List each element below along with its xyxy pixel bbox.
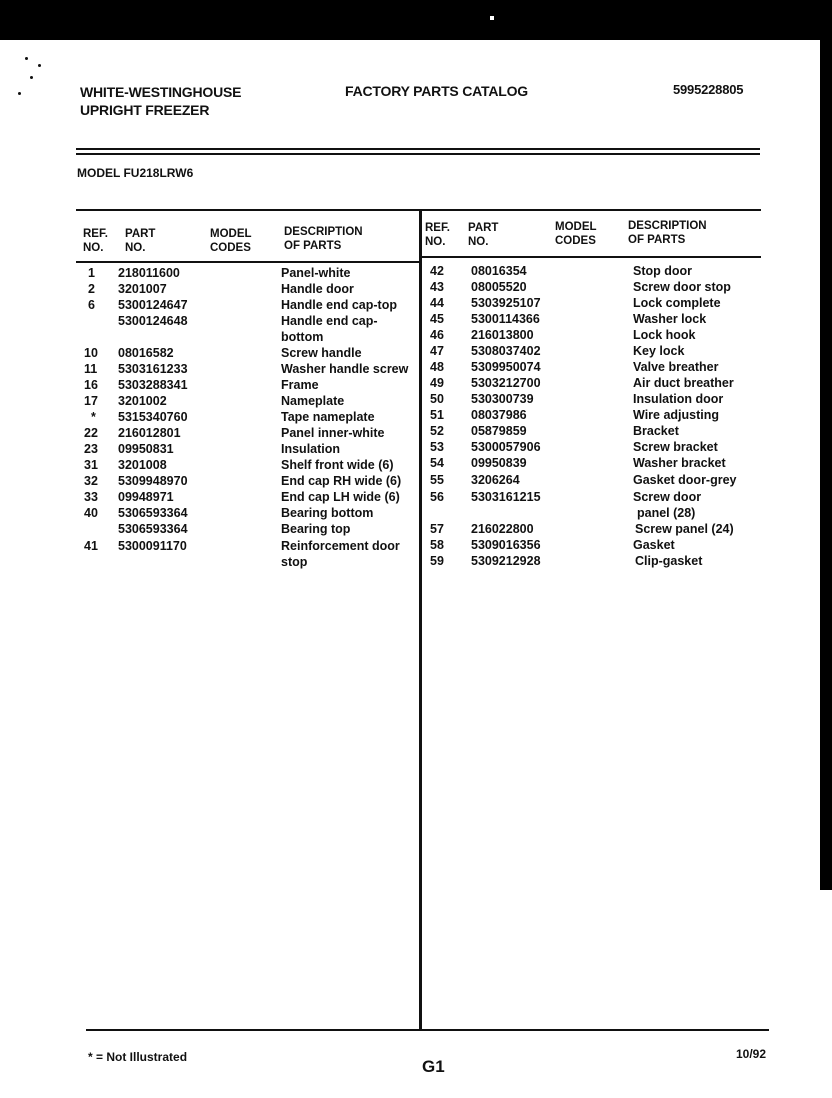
ref-number: 56 — [430, 490, 444, 504]
part-number: 530300739 — [471, 392, 534, 406]
part-description: Insulation — [281, 442, 341, 456]
part-number: 5309016356 — [471, 538, 541, 552]
part-description: Clip-gasket — [635, 554, 703, 568]
scan-mark — [490, 16, 494, 20]
part-number: 09950831 — [118, 442, 174, 456]
page-number: G1 — [422, 1057, 445, 1076]
part-description: Screw door — [633, 490, 702, 504]
part-description: Insulation door — [633, 392, 724, 406]
part-number: 216022800 — [471, 522, 534, 536]
header-rule-bottom — [76, 153, 760, 155]
ref-number: 43 — [430, 280, 444, 294]
right-header-rule — [422, 256, 761, 258]
right-col-model-header: MODEL CODES — [555, 221, 597, 247]
part-description: Key lock — [633, 344, 685, 358]
ref-number: 54 — [430, 456, 444, 470]
part-description: Tape nameplate — [281, 410, 375, 424]
part-number: 5303161215 — [471, 490, 541, 504]
part-number: 08016354 — [471, 264, 527, 278]
ref-number: 1 — [88, 266, 95, 280]
part-number: 3201002 — [118, 394, 167, 408]
part-number: 3206264 — [471, 473, 520, 487]
ref-number: 6 — [88, 298, 95, 312]
part-number: 5300124647 — [118, 298, 188, 312]
part-description: Gasket — [633, 538, 675, 552]
part-number: 216012801 — [118, 426, 181, 440]
ref-number: 55 — [430, 473, 444, 487]
part-number: 5303925107 — [471, 296, 541, 310]
ref-number: 17 — [84, 394, 98, 408]
part-number: 5306593364 — [118, 522, 188, 536]
part-number: 5309950074 — [471, 360, 541, 374]
scan-speck — [18, 92, 21, 95]
part-number: 5300091170 — [118, 539, 187, 553]
left-col-ref-header: REF. NO. — [83, 228, 108, 254]
part-description: panel (28) — [637, 506, 696, 520]
part-number: 09948971 — [118, 490, 174, 504]
part-description: Nameplate — [281, 394, 345, 408]
part-number: 3201007 — [118, 282, 167, 296]
catalog-number: 5995228805 — [673, 82, 744, 97]
part-description: Handle end cap-top — [281, 298, 397, 312]
part-number: 5303212700 — [471, 376, 541, 390]
right-col-ref-header: REF. NO. — [425, 222, 450, 248]
right-col-part-header: PART NO. — [468, 222, 499, 248]
part-number: 5303161233 — [118, 362, 188, 376]
part-description: Reinforcement door — [281, 539, 400, 553]
catalog-title: FACTORY PARTS CATALOG — [345, 83, 528, 99]
part-description: Panel-white — [281, 266, 351, 280]
part-description: Screw door stop — [633, 280, 731, 294]
ref-number: 45 — [430, 312, 444, 326]
scan-top-border — [0, 0, 832, 40]
ref-number: 10 — [84, 346, 98, 360]
header-rule-top — [76, 148, 760, 150]
scan-speck — [30, 76, 33, 79]
part-number: 5308037402 — [471, 344, 541, 358]
part-number: 218011600 — [118, 266, 180, 280]
ref-number: 22 — [84, 426, 98, 440]
left-col-part-header: PART NO. — [125, 228, 156, 254]
brand-line-1: WHITE-WESTINGHOUSE — [80, 84, 242, 100]
scan-speck — [38, 64, 41, 67]
part-description: Shelf front wide (6) — [281, 458, 394, 472]
column-divider — [419, 211, 422, 1031]
scan-right-border — [820, 30, 832, 890]
table-bottom-rule — [86, 1029, 769, 1031]
ref-number: 31 — [84, 458, 98, 472]
part-number: 216013800 — [471, 328, 534, 342]
part-description: Washer lock — [633, 312, 707, 326]
part-number: 5309212928 — [471, 554, 541, 568]
part-number: 08005520 — [471, 280, 527, 294]
ref-number: 57 — [430, 522, 444, 536]
part-description: End cap LH wide (6) — [281, 490, 400, 504]
part-description: Air duct breather — [633, 376, 734, 390]
ref-number: 50 — [430, 392, 444, 406]
part-description: Gasket door-grey — [633, 473, 737, 487]
ref-number: 40 — [84, 506, 98, 520]
part-number: 08016582 — [118, 346, 174, 360]
part-description: Valve breather — [633, 360, 719, 374]
not-illustrated-note: * = Not Illustrated — [88, 1050, 188, 1064]
ref-number: 59 — [430, 554, 444, 568]
part-description: Frame — [281, 378, 319, 392]
left-col-model-header: MODEL CODES — [210, 228, 252, 254]
part-number: 5300057906 — [471, 440, 541, 454]
ref-number: 32 — [84, 474, 98, 488]
ref-number: 47 — [430, 344, 444, 358]
ref-number: 46 — [430, 328, 444, 342]
part-number: 5306593364 — [118, 506, 188, 520]
brand-line-2: UPRIGHT FREEZER — [80, 102, 210, 118]
part-description: Panel inner-white — [281, 426, 385, 440]
part-number: 3201008 — [118, 458, 167, 472]
ref-number: 42 — [430, 264, 444, 278]
ref-number: 51 — [430, 408, 444, 422]
part-description: Wire adjusting — [633, 408, 720, 422]
ref-number: 2 — [88, 282, 95, 296]
part-description: Washer bracket — [633, 456, 726, 470]
ref-number: 48 — [430, 360, 444, 374]
part-description: Bearing top — [281, 522, 351, 536]
part-description: Bracket — [633, 424, 679, 438]
part-description: Stop door — [633, 264, 693, 278]
ref-number: 41 — [84, 539, 98, 553]
part-description: Washer handle screw — [281, 362, 409, 376]
part-number: 09950839 — [471, 456, 527, 470]
part-description: Screw bracket — [633, 440, 718, 454]
ref-number: 16 — [84, 378, 98, 392]
ref-number: 33 — [84, 490, 98, 504]
part-description: Handle end cap- — [281, 314, 378, 328]
right-col-desc-header: DESCRIPTION OF PARTS — [628, 220, 707, 246]
revision-date: 10/92 — [736, 1047, 767, 1061]
ref-number: 52 — [430, 424, 444, 438]
left-header-rule — [76, 261, 419, 263]
ref-number: 11 — [84, 362, 98, 376]
part-number: 5309948970 — [118, 474, 188, 488]
left-col-desc-header: DESCRIPTION OF PARTS — [284, 226, 363, 252]
part-description: stop — [281, 555, 308, 569]
part-number: 5315340760 — [118, 410, 188, 424]
part-description: Bearing bottom — [281, 506, 374, 520]
ref-number: 53 — [430, 440, 444, 454]
part-description: Lock complete — [633, 296, 721, 310]
ref-number: 58 — [430, 538, 444, 552]
ref-number: 44 — [430, 296, 444, 310]
part-number: 5303288341 — [118, 378, 188, 392]
part-description: Screw panel (24) — [635, 522, 734, 536]
part-number: 08037986 — [471, 408, 527, 422]
model-number: MODEL FU218LRW6 — [77, 166, 194, 180]
part-description: End cap RH wide (6) — [281, 474, 402, 488]
part-description: Lock hook — [633, 328, 696, 342]
part-description: Screw handle — [281, 346, 362, 360]
ref-number: 49 — [430, 376, 444, 390]
part-number: 5300114366 — [471, 312, 540, 326]
scan-speck — [25, 57, 28, 60]
part-number: 5300124648 — [118, 314, 188, 328]
ref-number: * — [91, 410, 96, 424]
part-description: Handle door — [281, 282, 354, 296]
part-number: 05879859 — [471, 424, 527, 438]
ref-number: 23 — [84, 442, 98, 456]
part-description: bottom — [281, 330, 324, 344]
